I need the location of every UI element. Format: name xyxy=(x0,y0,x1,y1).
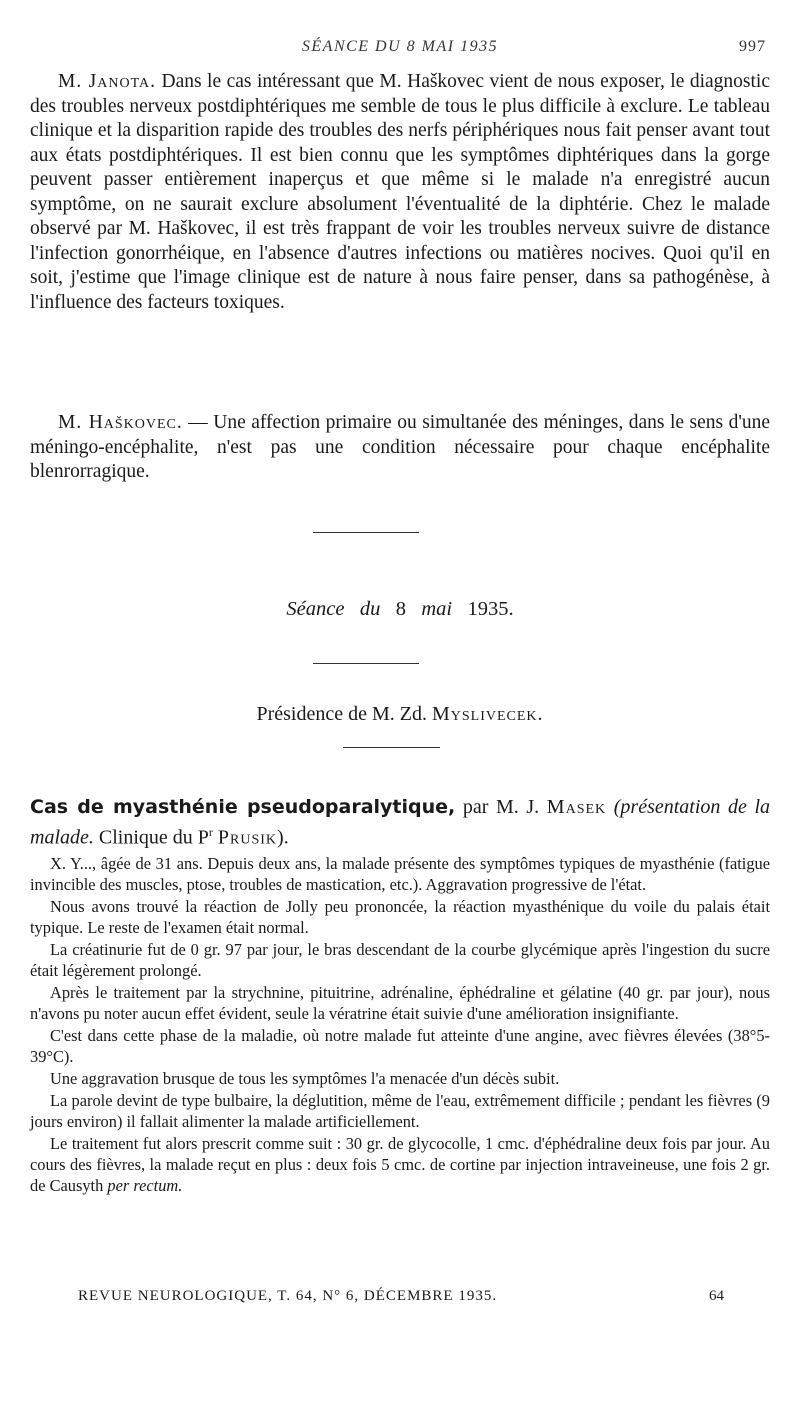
article-clinic-name: Prusik xyxy=(217,826,278,849)
janota-speaker: M. Janota. xyxy=(58,71,157,92)
body-last-text: Le traitement fut alors prescrit comme suit : 30 gr. de glycocolle, 1 cmc. d'éphédraline deux fois par jour. Au cours des fièvres, la malade reçut en plus : deux fois 5 cmc. de cortine par injection intraveineuse, une fois 2 gr. de Causyth xyxy=(30,1134,770,1195)
body-paragraph: La parole devint de type bulbaire, la déglutition, même de l'eau, extrêmement difficile ; pendant les fièvres (9 jours environ) il fallait alimenter la malade artificiellement. xyxy=(30,1091,770,1131)
body-paragraph: Une aggravation brusque de tous les symptômes l'a menacée d'un décès subit. xyxy=(50,1069,560,1088)
seance-day: 8 xyxy=(395,598,406,620)
haskovec-text: — Une affection primaire ou simultanée des méninges, dans le sens d'une méningo-encéphalite, n'est pas une condition nécessaire pour chaque encéphalite blenrorragique. xyxy=(30,412,771,482)
haskovec-paragraph xyxy=(30,411,770,485)
body-paragraph: C'est dans cette phase de la maladie, où notre malade fut atteinte d'une angine, avec fièvres élevées (38°5-39°C). xyxy=(30,1026,770,1066)
journal-citation: REVUE NEUROLOGIQUE, T. 64, N° 6, DÉCEMBRE 1935. xyxy=(78,1288,498,1304)
body-paragraph: La créatinurie fut de 0 gr. 97 par jour, le bras descendant de la courbe glycémique après l'ingestion du sucre était légèrement prolongé. xyxy=(30,940,770,980)
article-clinic-sup: r xyxy=(208,825,213,839)
article-by: par M. J. xyxy=(462,796,540,818)
article-clinic: Clinique du P xyxy=(98,826,209,849)
body-paragraph: Après le traitement par la strychnine, pituitrine, adrénaline, éphédraline et gélatine (40 gr. par jour), nous n'avons pu noter aucun effet évident, seule la vératrine était suivie d'une amélioration insignifiante. xyxy=(30,983,770,1023)
body-paragraph: X. Y..., âgée de 31 ans. Depuis deux ans, la malade présente des symptômes typiques de myasthénie (fatigue invincible des muscles, ptose, troubles de mastication, etc.). Aggravation progressive de l'état. xyxy=(30,854,770,894)
page-footer xyxy=(30,1288,770,1310)
body-paragraph: Nous avons trouvé la réaction de Jolly peu prononcée, la réaction myasthénique du voile du palais était typique. Le reste de l'examen était normal. xyxy=(30,897,770,937)
seance-month: mai xyxy=(421,598,453,620)
article-author: Masek xyxy=(546,796,607,818)
seance-year: 1935. xyxy=(467,598,514,620)
section-divider xyxy=(313,532,419,533)
presidence-line xyxy=(30,703,770,726)
body-paragraph-last xyxy=(30,1133,770,1196)
running-head xyxy=(30,38,770,60)
seance-word: Séance xyxy=(286,598,345,620)
haskovec-speaker: M. Haškovec. xyxy=(58,412,183,433)
presidence-name: Myslivecek. xyxy=(431,703,544,725)
seance-heading xyxy=(30,598,770,621)
janota-text: Dans le cas intéressant que M. Haškovec vient de nous exposer, le diagnostic des troubles nerveux postdiphtériques me semble de tous le plus difficile à exclure. Le tableau clinique et la disparition rapide des troubles des nerfs périphériques nous fait penser avant tout aux états postdiphtériques. Il est bien connu que les symptômes diphtériques dans la gorge peuvent passer entièrement inaperçus et que même si le malade n'a enregistré aucun symptôme, on ne saurait exclure absolument l'éventualité de la diphtérie. Chez le malade observé par M. Haškovec, il est très frappant de voir les troubles nerveux suivre de distance l'infection gonorrhéique, en l'absence d'autres infections ou matières nocives. Quoi qu'il en soit, j'estime que l'image clinique est de nature à nous faire penser, dans sa pathogénèse, à l'influence des facteurs toxiques. xyxy=(30,71,770,313)
sheet-number: 64 xyxy=(709,1288,724,1304)
case-report-body xyxy=(30,853,770,1197)
seance-du: du xyxy=(359,598,381,620)
page-number: 997 xyxy=(739,38,766,55)
janota-paragraph xyxy=(30,70,770,315)
section-divider xyxy=(343,747,440,748)
article-heading xyxy=(30,795,770,851)
presidence-prefix: Présidence de M. Zd. xyxy=(256,703,427,725)
article-presentation: (présentation de la malade. xyxy=(30,796,771,849)
article-clinic-close: ). xyxy=(277,826,289,849)
section-divider xyxy=(313,663,419,664)
article-title: Cas de myasthénie pseudoparalytique, xyxy=(30,796,456,818)
body-last-italic: per rectum. xyxy=(107,1176,183,1195)
running-head-title: SÉANCE DU 8 MAI 1935 xyxy=(301,38,499,55)
